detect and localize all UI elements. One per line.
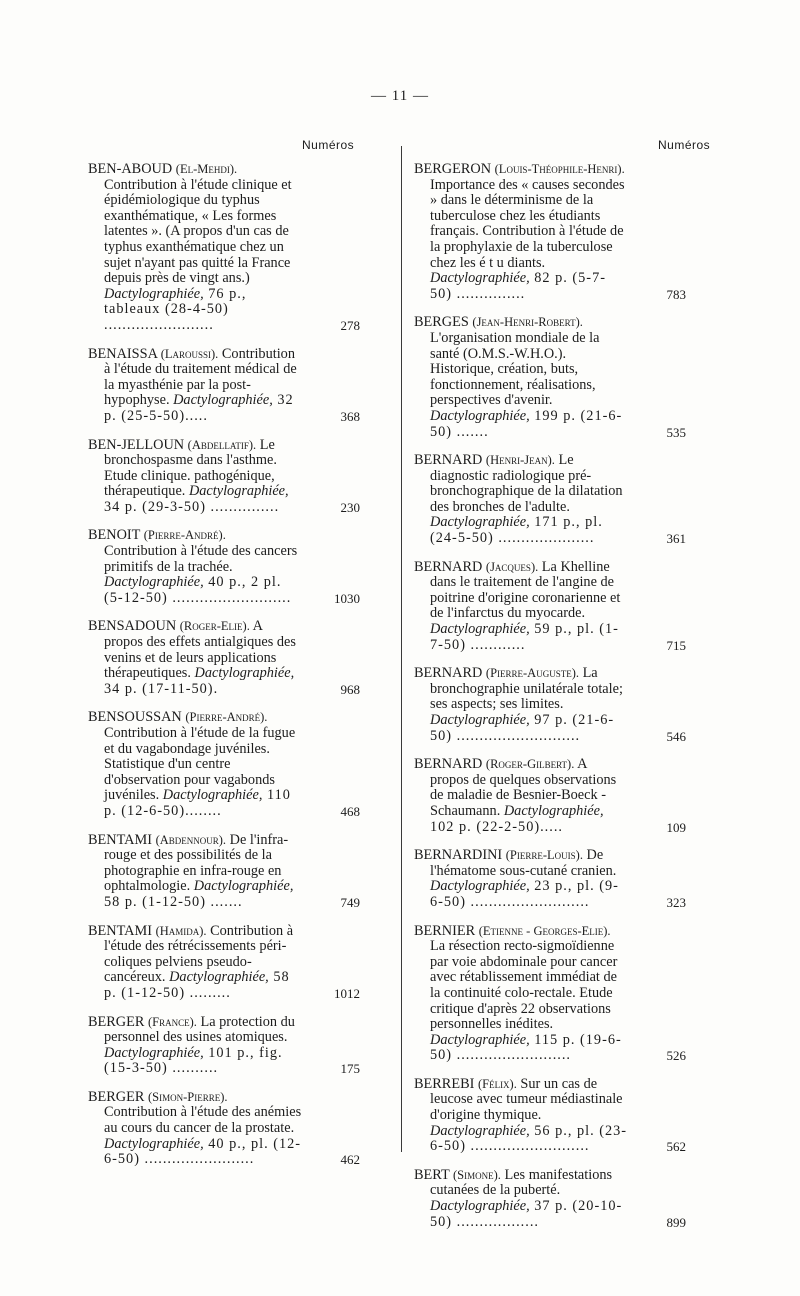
- catalog-entry: [414, 162, 686, 302]
- entry-details: 82 p. (5-7-50) ...............: [430, 270, 606, 302]
- entry-details: 34 p. (17-11-50).: [104, 680, 219, 697]
- author-surname: BENSOUSSAN: [88, 709, 182, 726]
- author-given-name: (Abdennour).: [155, 832, 227, 847]
- catalog-entry: [88, 347, 360, 425]
- author-surname: BERNARDINI: [414, 847, 503, 864]
- entry-details: 171 p., pl. (24-5-50) .....................: [430, 514, 603, 547]
- entry-number: 546: [666, 728, 686, 744]
- author-surname: BERNARD: [414, 558, 483, 575]
- author-surname: BERNIER: [414, 922, 476, 939]
- entry-title: Importance des « causes secondes » dans le déterminisme de la tuberculose chez les étudiants français. Contribution à l'étude de la prophylaxie de la tuberculose chez les é t u diants.: [430, 176, 625, 271]
- entry-title: La bronchographie unilatérale totale; ses aspects; ses limites.: [430, 665, 623, 713]
- entry-format: Dactylographiée,: [104, 1135, 204, 1152]
- author-given-name: (Pierre-Louis).: [505, 848, 583, 863]
- entry-number: 526: [666, 1048, 686, 1064]
- author-given-name: (Pierre-André).: [185, 710, 268, 725]
- entry-number: 783: [666, 286, 686, 302]
- author-given-name: (Pierre-André).: [143, 528, 226, 543]
- author-surname: BERNARD: [414, 452, 483, 469]
- entry-format: Dactylographiée,: [193, 878, 294, 895]
- entry-format: Dactylographiée,: [430, 407, 530, 424]
- entry-title: La protection du personnel des usines atomiques.: [104, 1013, 295, 1046]
- author-given-name: (Louis-Théophile-Henri).: [494, 162, 625, 176]
- entry-details: 58 p. (1-12-50) .........: [104, 969, 290, 1001]
- catalog-entry: [88, 162, 360, 334]
- entry-title: Le bronchospasme dans l'asthme. Etude clinique. pathogénique, thérapeutique.: [104, 436, 277, 500]
- catalog-entry: [414, 453, 686, 547]
- entry-title: Contribution à l'étude des cancers primitifs de la trachée.: [104, 543, 298, 575]
- entry-title: Contribution à l'étude de la fugue et du vagabondage juvéniles. Statistique d'un centre d'observation pour vagabonds juvéniles.: [104, 725, 296, 804]
- author-surname: BERGER: [88, 1013, 145, 1030]
- entry-title: De l'infra-rouge et des possibilités de la photographie en infra-rouge en ophtalmologie.: [104, 831, 289, 895]
- entry-number: 368: [340, 408, 360, 424]
- entry-details: 102 p. (22-2-50).....: [430, 818, 563, 835]
- author-given-name: (Pierre-Auguste).: [485, 666, 579, 681]
- entry-title: Contribution à l'étude du traitement médical de la myasthénie par la post-hypophyse.: [104, 345, 297, 409]
- column-divider: [401, 146, 402, 1152]
- author-given-name: (Roger-Gilbert).: [485, 757, 575, 772]
- catalog-entry: [88, 924, 360, 1002]
- entry-details: 115 p. (19-6-50) .........................: [430, 1031, 622, 1064]
- entry-title: La résection recto-sigmoïdienne par voie abdominale pour cancer avec rétablissement immédiat de la continuité colo-rectale. Etude critique d'après 22 observations personnelles inédites.: [430, 938, 618, 1033]
- entry-number: 749: [340, 894, 360, 910]
- author-given-name: (Jacques).: [485, 559, 539, 574]
- entry-title: L'organisation mondiale de la santé (O.M.S.-W.H.O.). Historique, création, buts, fonctionnement, réalisations, perspectives d'avenir.: [430, 329, 600, 409]
- author-surname: BERNARD: [414, 756, 483, 773]
- entry-format: Dactylographiée,: [430, 878, 530, 895]
- entry-number: 109: [666, 819, 686, 835]
- author-given-name: (Laroussi).: [160, 346, 219, 361]
- entry-details: 56 p., pl. (23-6-50) ..........................: [430, 1122, 628, 1155]
- left-column: [88, 162, 360, 1181]
- right-column: [414, 162, 686, 1243]
- entry-details: 34 p. (29-3-50) ...............: [104, 498, 280, 515]
- entry-number: 1030: [334, 590, 360, 606]
- entry-format: Dactylographiée,: [430, 514, 530, 531]
- author-given-name: (El-Mehdi).: [175, 162, 238, 176]
- catalog-entry: [414, 924, 686, 1064]
- author-given-name: (Simon-Pierre).: [147, 1089, 228, 1104]
- author-given-name: (Jean-Henri-Robert).: [472, 315, 583, 330]
- entry-number: 468: [340, 803, 360, 819]
- entry-format: Dactylographiée,: [430, 621, 530, 638]
- author-surname: BERT: [414, 1166, 450, 1183]
- entry-format: Dactylographiée,: [188, 483, 289, 500]
- author-surname: BENTAMI: [88, 831, 152, 848]
- entry-format: Dactylographiée,: [169, 969, 269, 986]
- author-surname: BENTAMI: [88, 922, 152, 939]
- entry-details: 101 p., fig. (15-3-50) ..........: [104, 1044, 283, 1077]
- author-given-name: (Henri-Jean).: [485, 453, 555, 468]
- entry-number: 361: [666, 531, 686, 547]
- entry-number: 535: [666, 424, 686, 440]
- entry-title: Le diagnostic radiologique pré-bronchographique de la dilatation des bronches de l'adulte.: [430, 452, 623, 515]
- catalog-entry: [88, 1090, 360, 1168]
- entry-format: Dactylographiée,: [194, 665, 295, 682]
- entry-details: 58 p. (1-12-50) .......: [104, 893, 243, 910]
- entry-number: 562: [666, 1139, 686, 1155]
- author-surname: BERREBI: [414, 1075, 475, 1092]
- author-surname: BERNARD: [414, 665, 483, 682]
- entry-number: 968: [340, 681, 360, 697]
- entry-format: Dactylographiée,: [430, 1122, 530, 1139]
- catalog-entry: [88, 1015, 360, 1077]
- catalog-entry: [414, 315, 686, 440]
- author-surname: BENAISSA: [88, 345, 158, 362]
- entry-format: Dactylographiée,: [162, 787, 263, 804]
- author-surname: BERGES: [414, 314, 469, 331]
- catalog-entry: [414, 1168, 686, 1230]
- entry-title: Contribution à l'étude des rétrécissements péri-coliques pelviens pseudo-cancéreux.: [104, 922, 294, 986]
- author-given-name: (Roger-Elie).: [179, 619, 250, 634]
- entry-title: La Khelline dans le traitement de l'angine de poitrine d'origine coronarienne et de l'infarctus du myocarde.: [430, 558, 621, 622]
- entry-number: 1012: [334, 985, 360, 1001]
- catalog-entry: [88, 833, 360, 911]
- right-column-header: Numéros: [658, 138, 711, 152]
- author-given-name: (Félix).: [477, 1076, 517, 1091]
- catalog-entry: [88, 619, 360, 697]
- entry-details: 199 p. (21-6-50) .......: [430, 407, 623, 440]
- author-surname: BEN-ABOUD: [88, 161, 173, 177]
- author-given-name: (Abdellatif).: [187, 437, 257, 452]
- entry-format: Dactylographiée,: [104, 574, 204, 591]
- entry-format: Dactylographiée,: [430, 712, 530, 728]
- entry-details: 32 p. (25-5-50).....: [104, 392, 294, 424]
- entry-title: A propos des effets antialgiques des venins et de leurs applications thérapeutiques.: [104, 618, 296, 682]
- author-surname: BENSADOUN: [88, 618, 177, 635]
- left-column-header: Numéros: [302, 138, 355, 152]
- page-number: — 11 —: [371, 88, 429, 104]
- entry-title: Contribution à l'étude des anémies au cours du cancer de la prostate.: [104, 1104, 302, 1137]
- entry-title: Les manifestations cutanées de la puberté.: [430, 1166, 613, 1199]
- entry-format: Dactylographiée,: [430, 1031, 530, 1048]
- entry-format: Dactylographiée,: [430, 1198, 530, 1215]
- entry-title: Contribution à l'étude clinique et épidémiologique du typhus exanthématique, « Les formes latentes ». (A propos d'un cas de typhus exanthématique chez un sujet n'ayant pas quitté la France depuis près de vingt ans.): [104, 176, 292, 287]
- entry-format: Dactylographiée,: [104, 1044, 204, 1061]
- catalog-entry: [414, 1077, 686, 1155]
- entry-number: 462: [340, 1152, 360, 1168]
- author-given-name: (France).: [147, 1014, 197, 1029]
- entry-details: 40 p., pl. (12-6-50) ........................: [104, 1135, 302, 1168]
- entry-format: Dactylographiée,: [430, 270, 530, 287]
- catalog-entry: [88, 528, 360, 606]
- entry-details: 23 p., pl. (9-6-50) ..........................: [430, 878, 619, 910]
- entry-number: 175: [340, 1061, 360, 1077]
- author-given-name: (Hamida).: [155, 923, 207, 938]
- entry-number: 323: [666, 894, 686, 910]
- entry-details: 76 p., tableaux (28-4-50) ........................: [104, 285, 247, 333]
- author-surname: BERGER: [88, 1088, 145, 1105]
- entry-number: 278: [340, 317, 360, 333]
- entry-format: Dactylographiée,: [173, 392, 273, 409]
- entry-format: Dactylographiée,: [503, 802, 604, 819]
- entry-details: 37 p. (20-10-50) ..................: [430, 1198, 623, 1230]
- author-surname: BENOIT: [88, 527, 141, 544]
- entry-number: 715: [666, 637, 686, 653]
- entry-details: 110 p. (12-6-50)........: [104, 787, 291, 819]
- entry-details: 40 p., 2 pl. (5-12-50) ..........................: [104, 574, 292, 606]
- author-given-name: (Simone).: [453, 1167, 501, 1182]
- catalog-entry: [88, 438, 360, 516]
- entry-number: 899: [666, 1214, 686, 1230]
- catalog-entry: [414, 848, 686, 910]
- author-surname: BERGERON: [414, 161, 492, 177]
- author-surname: BEN-JELLOUN: [88, 436, 185, 453]
- catalog-entry: [88, 710, 360, 819]
- catalog-entry: [414, 560, 686, 654]
- entry-details: 59 p., pl. (1-7-50) ............: [430, 621, 619, 653]
- entry-details: 97 p. (21-6-50) ...........................: [430, 712, 615, 744]
- entry-title: Sur un cas de leucose avec tumeur médiastinale d'origine thymique.: [430, 1075, 623, 1124]
- entry-format: Dactylographiée,: [104, 285, 204, 302]
- author-given-name: (Etienne - Georges-Elie).: [478, 923, 611, 938]
- catalog-entry: [414, 666, 686, 744]
- entry-title: De l'hématome sous-cutané cranien.: [430, 847, 617, 879]
- entry-number: 230: [340, 499, 360, 515]
- entry-title: A propos de quelques observations de maladie de Besnier-Boeck - Schaumann.: [430, 756, 617, 819]
- catalog-entry: [414, 757, 686, 835]
